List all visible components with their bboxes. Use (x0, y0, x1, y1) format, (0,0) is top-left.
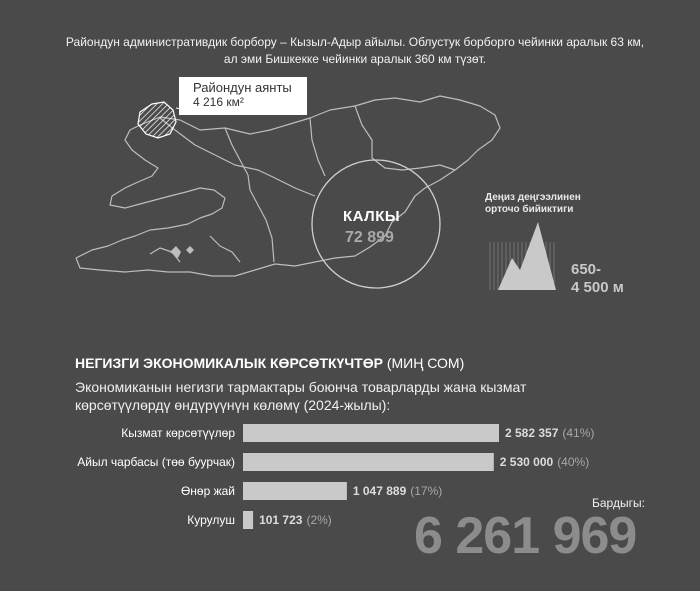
bar (243, 511, 253, 529)
bar-category-label: Өнөр жай (180, 484, 235, 498)
bar-value-label (500, 455, 589, 469)
bar-value-label (505, 426, 594, 440)
bar-share: (17%) (410, 484, 443, 498)
bar-value: 2 530 000 (499, 455, 554, 469)
bar-value: 1 047 889 (352, 484, 407, 498)
bar-category-label: Курулуш (187, 513, 235, 527)
bar-share: (40%) (557, 455, 590, 469)
population-value: 72 899 (345, 229, 394, 246)
total-value: 6 261 969 (414, 507, 637, 565)
section-title-text: НЕГИЗГИ ЭКОНОМИКАЛЫК КӨРСӨТКҮЧТӨР (75, 355, 383, 371)
section-unit: (МИҢ СОМ) (386, 355, 465, 371)
bar-value: 2 582 357 (505, 426, 559, 440)
bar-value-label (353, 484, 442, 498)
bar (243, 453, 494, 471)
area-value: 4 216 км² (193, 95, 244, 109)
altitude-value-line1: 650- (571, 261, 602, 278)
bar-value-label (259, 513, 332, 527)
total-label: Бардыгы: (592, 496, 645, 510)
bar (243, 482, 347, 500)
bar-category-label: Айыл чарбасы (төө буурчак) (77, 455, 235, 469)
section-subtitle: Экономиканын негизги тармактары боюнча товарларды жана кызмат көрсөтүүлөрдү өндүрүүнүн көлөмү (2024-жылы): (75, 379, 527, 413)
bar (243, 424, 499, 442)
area-label: Райондун аянты (193, 80, 292, 95)
bar-share: (41%) (562, 426, 595, 440)
altitude-label: Деңиз деңгээлинен орточо бийиктиги (485, 192, 581, 215)
bar-share: (2%) (306, 513, 332, 527)
bar-category-label: Кызмат көрсөтүүлөр (121, 426, 235, 440)
population-label: КАЛКЫ (343, 208, 401, 225)
intro-text: Райондун административдик борбору – Кызыл-Адыр айылы. Облустук борборго чейинки аралык 63 км, ал эми Бишкекке чейинки аралык 360 км түзөт. (65, 35, 645, 66)
bar-value: 101 723 (259, 513, 303, 527)
altitude-value-line2: 4 500 м (571, 279, 624, 296)
